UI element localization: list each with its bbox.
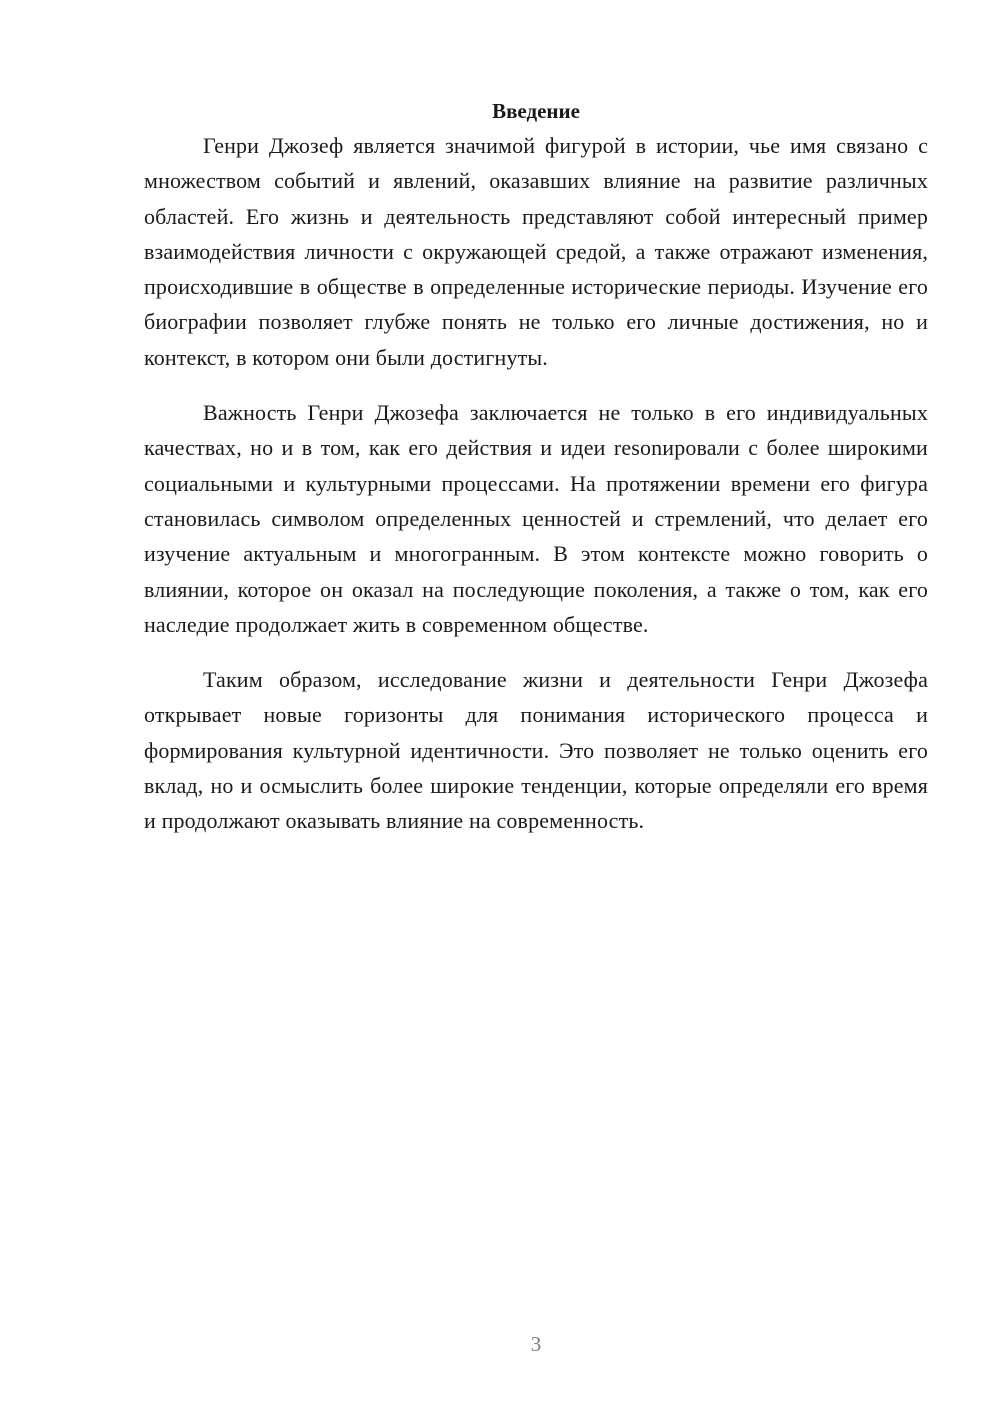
page-number: 3 <box>530 1332 542 1356</box>
section-title: Введение <box>492 99 580 123</box>
paragraph-2: Важность Генри Джозефа заключается не только в его индивидуальных качествах, но и в том, как его действия и идеи resonировали с более широкими социальными и культурными процессами. На протяжении времени его фигура становилась символом определенных ценностей и стремлений, что делает его изучение актуальным и многогранным. В этом контексте можно говорить о влиянии, которое он оказал на последующие поколения, а также о том, как его наследие продолжает жить в современном обществе. <box>144 400 928 637</box>
paragraph-1: Генри Джозеф является значимой фигурой в истории, чье имя связано с множеством событий и явлений, оказавших влияние на развитие различных областей. Его жизнь и деятельность представляют собой интересный пример взаимодействия личности с окружающей средой, а также отражают изменения, происходившие в обществе в определенные исторические периоды. Изучение его биографии позволяет глубже понять не только его личные достижения, но и контекст, в котором они были достигнуты. <box>144 133 928 370</box>
page-content <box>144 96 928 839</box>
paragraph-3: Таким образом, исследование жизни и деятельности Генри Джозефа открывает новые горизонты для понимания исторического процесса и формирования культурной идентичности. Это позволяет не только оценить его вклад, но и осмыслить более широкие тенденции, которые определяли его время и продолжают оказывать влияние на современность. <box>144 667 928 834</box>
